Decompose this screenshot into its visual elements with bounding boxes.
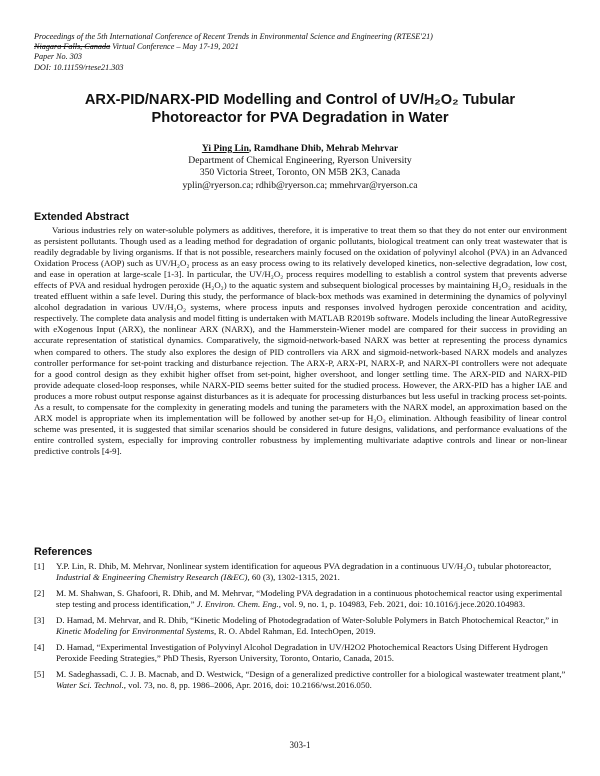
author-names [40, 143, 560, 155]
reference-item [34, 669, 567, 691]
other-authors: , Ramdhane Dhib, Mehrab Mehrvar [248, 143, 399, 154]
reference-text [56, 669, 567, 691]
reference-text-main: M. M. Shahwan, S. Ghafoori, R. Dhib, and M. Mehrvar, “Modeling PVA degradation in a continuous photochemical reactor using experimental step testing and process identification,” [56, 588, 563, 610]
abstract-text: Various industries rely on water-soluble polymers as additives, therefore, it is imperative to treat them so that they do not enter our environment as persistent pollutants. Though used as a leading method for degradation of organic pollutants, biological treatment can only treat wastewater that is readily degradable by living organisms. If that is not possible, researchers mainly focused on the oxidation of polyvinyl alcohol (PVA) in an Advanced Oxidation Process (AOP) such as UV/H₂O₂ process as an easy process owing to its relatively developed kinetics, non-selective degradation, low cost, and ease in operation at large-scale [1-3]. In particular, the UV/H₂O₂ process requires modelling to establish a control system that prevents adverse effects of PVA and residual hydrogen peroxide (H₂O₂) to the aquatic system and subsequent biological processes by maintaining H₂O₂ residuals in the treated effluent within a safe level. During this study, the performance of black-box methods was examined in determining the dynamics of polyvinyl alcohol degradation in various UV/H₂O₂ systems, where process inputs and responses involved hydrogen peroxide concentration and acidity, respectively. The complete data analysis and model fitting is undertaken with MATLAB R2019b software. Models including the linear AutoRegressive with eXogenous Input (ARX), the nonlinear ARX (NARX), and the Hammerstein-Wiener model are compared for their success in providing an accurate representation of statistical dynamics. Comparatively, the sigmoid-network-based NARX was better at representing the process dynamics when compared to others. The study also explores the design of PID controllers via ARX and sigmoid-network-based NARX models and analyzes controller performance for set-point tracking and disturbance rejection. The ARX-P, ARX-PI, NARX-P, and NARX-PI controllers were not adequate for a good control design as they exhibit higher offset from set-point, higher overshoot, and longer settling time. The ARX-PID and NARX-PID provide adequate closed-loop responses, while NARX-PID seems better suited for the studied process. However, the ARX-PID has a higher IAE and produces a more robust output response against disturbances as it is adequate for processing disturbances but less useful in tracking process set-points. As a result, to compensate for the complexity in generating models and tuning the parameters with the NARX model, an approximation based on the ARX model is appropriate when its implementation will be followed by another set-up for H₂O₂ elimination. Although feasibility of linear control scheme was presented, it is suggested that similar scenarios should be considered in future designs, validations, and performance evaluations of the entire controlled system, especially for improving controller robustness by implementing multivariate adaptive controls and linear or non-linear predictive controls [4-9]. [34, 225, 567, 456]
reference-item [34, 588, 567, 610]
header-venue [34, 42, 574, 52]
reference-number: [5] [34, 669, 45, 680]
reference-journal: Water Sci. Technol. [56, 680, 124, 691]
reference-text [56, 588, 567, 610]
page-number: 303-1 [289, 740, 311, 750]
author-emails: yplin@ryerson.ca; rdhib@ryerson.ca; mmehrvar@ryerson.ca [182, 179, 418, 191]
header-venue-struck: Niagara Falls, Canada [34, 42, 111, 52]
author-block [40, 143, 560, 192]
header-paper-number: Paper No. 303 [34, 52, 82, 62]
header-conference: Proceedings of the 5th International Conference of Recent Trends in Environmental Science and Engineering (RTESE'21) [34, 32, 433, 41]
reference-item [34, 642, 567, 664]
reference-text [56, 561, 567, 583]
reference-text-main: M. Sadeghassadi, C. J. B. Macnab, and D. Westwick, “Design of a generalized predictive controller for a biological wastewater treatment plant,” [56, 669, 566, 680]
reference-text-tail: , R. O. Abdel Rahman, Ed. IntechOpen, 2019. [214, 626, 376, 637]
references-heading: References [34, 546, 93, 558]
reference-text [56, 642, 567, 664]
reference-text-tail: , vol. 9, no. 1, p. 104983, Feb. 2021, doi: 10.1016/j.jece.2020.104983. [278, 599, 526, 610]
reference-number: [4] [34, 642, 45, 653]
reference-number: [2] [34, 588, 45, 599]
header-doi: DOI: 10.11159/rtese21.303 [34, 62, 124, 72]
reference-list [34, 561, 567, 696]
affiliation-department: Department of Chemical Engineering, Ryerson University [188, 155, 412, 167]
reference-number: [1] [34, 561, 45, 571]
proceedings-header [34, 32, 574, 73]
affiliation-address: 350 Victoria Street, Toronto, ON M5B 2K3, Canada [199, 167, 401, 179]
reference-item [34, 615, 567, 637]
reference-text-main: Y.P. Lin, R. Dhib, M. Mehrvar, Nonlinear system identification for aqueous PVA degradation in a continuous UV/H₂O₂ tubular photoreactor, [56, 561, 552, 571]
reference-text-main: D. Hamad, “Experimental Investigation of Polyvinyl Alcohol Degradation in UV/H2O2 Photochemical Reactors Using Different Hydrogen Peroxide Feeding Strategies,” PhD Thesis, Ryerson University, Toronto, Ontario, Canada, 2015. [56, 642, 548, 664]
reference-text-tail: , vol. 73, no. 8, pp. 1986–2006, Apr. 2016, doi: 10.2166/wst.2016.050. [123, 680, 372, 691]
reference-text [56, 615, 567, 637]
paper-title [40, 92, 560, 127]
reference-journal: Industrial & Engineering Chemistry Research (I&EC) [56, 572, 248, 583]
reference-item [34, 561, 567, 583]
reference-journal: J. Environ. Chem. Eng. [196, 599, 279, 610]
paper-title-line-1: ARX-PID/NARX-PID Modelling and Control of UV/H₂O₂ Tubular [84, 92, 516, 108]
reference-text-main: D. Hamad, M. Mehrvar, and R. Dhib, “Kinetic Modeling of Photodegradation of Water-Soluble Polymers in Batch Photochemical Reactor,” in [56, 615, 559, 626]
reference-number: [3] [34, 615, 45, 626]
header-venue-rest: Virtual Conference – May 17-19, 2021 [110, 42, 239, 52]
reference-journal: Kinetic Modeling for Environmental Systems [56, 626, 214, 637]
reference-text-tail: , 60 (3), 1302-1315, 2021. [247, 572, 340, 583]
abstract-heading: Extended Abstract [34, 211, 129, 223]
paper-title-line-2: Photoreactor for PVA Degradation in Water [151, 109, 449, 126]
first-author: Yi Ping Lin [201, 143, 249, 154]
